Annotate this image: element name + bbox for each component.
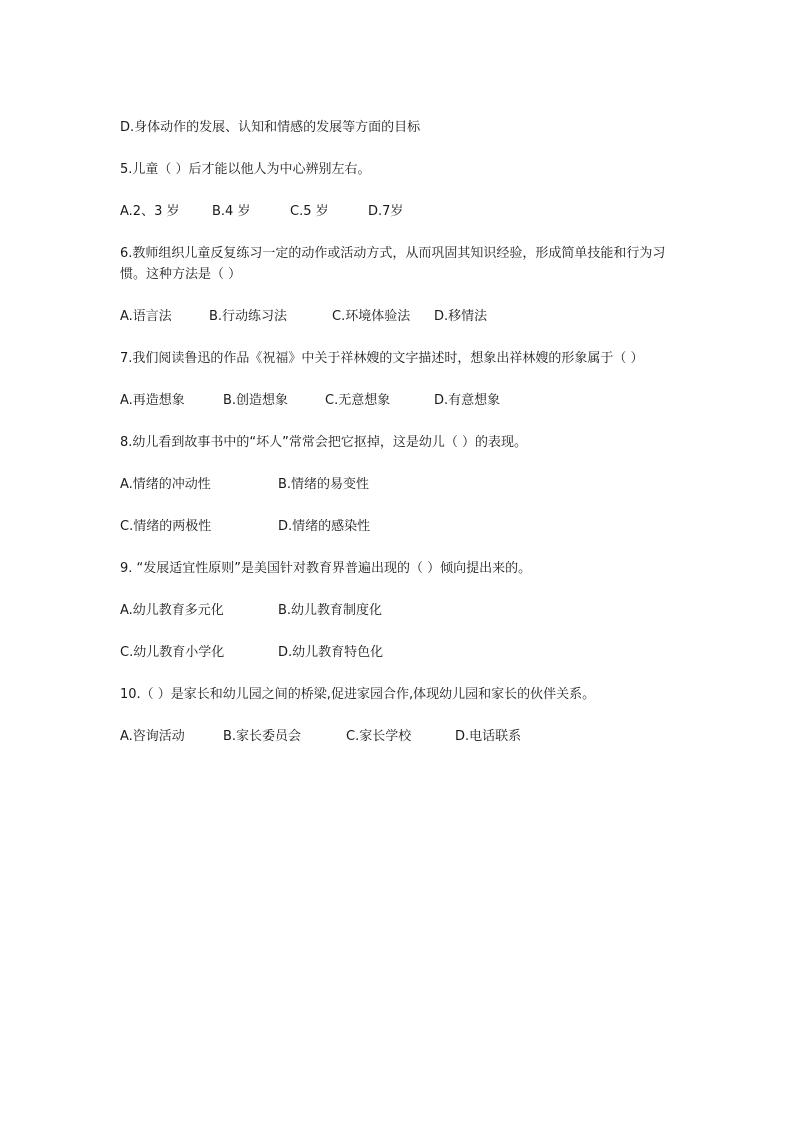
q9-option-c: C.幼儿教育小学化 <box>120 645 225 660</box>
question-8-options-row-2 <box>120 516 680 537</box>
q10-option-d: D.电话联系 <box>455 729 522 744</box>
question-list <box>120 117 680 768</box>
q10-option-c: C.家长学校 <box>346 729 412 744</box>
question-8-options-row-1 <box>120 474 680 495</box>
q4-option-d: D.身体动作的发展、认知和情感的发展等方面的目标 <box>120 120 421 135</box>
q9-option-d: D.幼儿教育特色化 <box>278 645 384 660</box>
question-9-options-row-1 <box>120 600 680 621</box>
question-9-options-row-2 <box>120 642 680 663</box>
q6-option-d: D.移情法 <box>434 309 488 324</box>
q6-option-a: A.语言法 <box>120 309 172 324</box>
q7-option-c: C.无意想象 <box>325 393 391 408</box>
q9-option-b: B.幼儿教育制度化 <box>278 603 383 618</box>
question-10-text: 10.（ ）是家长和幼儿园之间的桥梁,促进家园合作,体现幼儿园和家长的伙伴关系。 <box>120 687 596 702</box>
q6-option-c: C.环境体验法 <box>332 309 411 324</box>
question-8-text: 8.幼儿看到故事书中的“坏人”常常会把它抠掉，这是幼儿（ ）的表现。 <box>120 435 528 450</box>
q5-option-b: B.4 岁 <box>212 204 251 219</box>
q7-option-a: A.再造想象 <box>120 393 185 408</box>
q8-option-c: C.情绪的两极性 <box>120 519 212 534</box>
question-5-options <box>120 201 680 222</box>
question-9-text: 9. “发展适宜性原则”是美国针对教育界普遍出现的（ ）倾向提出来的。 <box>120 561 532 576</box>
q5-option-c: C.5 岁 <box>290 204 329 219</box>
q9-option-a: A.幼儿教育多元化 <box>120 603 224 618</box>
q6-option-b: B.行动练习法 <box>209 309 288 324</box>
q8-option-b: B.情绪的易变性 <box>278 477 370 492</box>
q5-option-a: A.2、3 岁 <box>120 204 180 219</box>
q8-option-a: A.情绪的冲动性 <box>120 477 211 492</box>
question-10-options <box>120 726 680 747</box>
question-6-options <box>120 306 680 327</box>
q7-option-b: B.创造想象 <box>223 393 289 408</box>
question-5-text: 5.儿童（ ）后才能以他人为中心辨别左右。 <box>120 162 371 177</box>
q10-option-a: A.咨询活动 <box>120 729 185 744</box>
question-7-options <box>120 390 680 411</box>
q5-option-d: D.7岁 <box>368 204 404 219</box>
q8-option-d: D.情绪的感染性 <box>278 519 371 534</box>
question-7-text: 7.我们阅读鲁迅的作品《祝福》中关于祥林嫂的文字描述时，想象出祥林嫂的形象属于（ ） <box>120 351 644 366</box>
q10-option-b: B.家长委员会 <box>223 729 302 744</box>
question-6-text: 6.教师组织儿童反复练习一定的动作或活动方式，从而巩固其知识经验，形成简单技能和行为习惯。这种方法是（ ） <box>120 246 666 282</box>
q7-option-d: D.有意想象 <box>434 393 501 408</box>
